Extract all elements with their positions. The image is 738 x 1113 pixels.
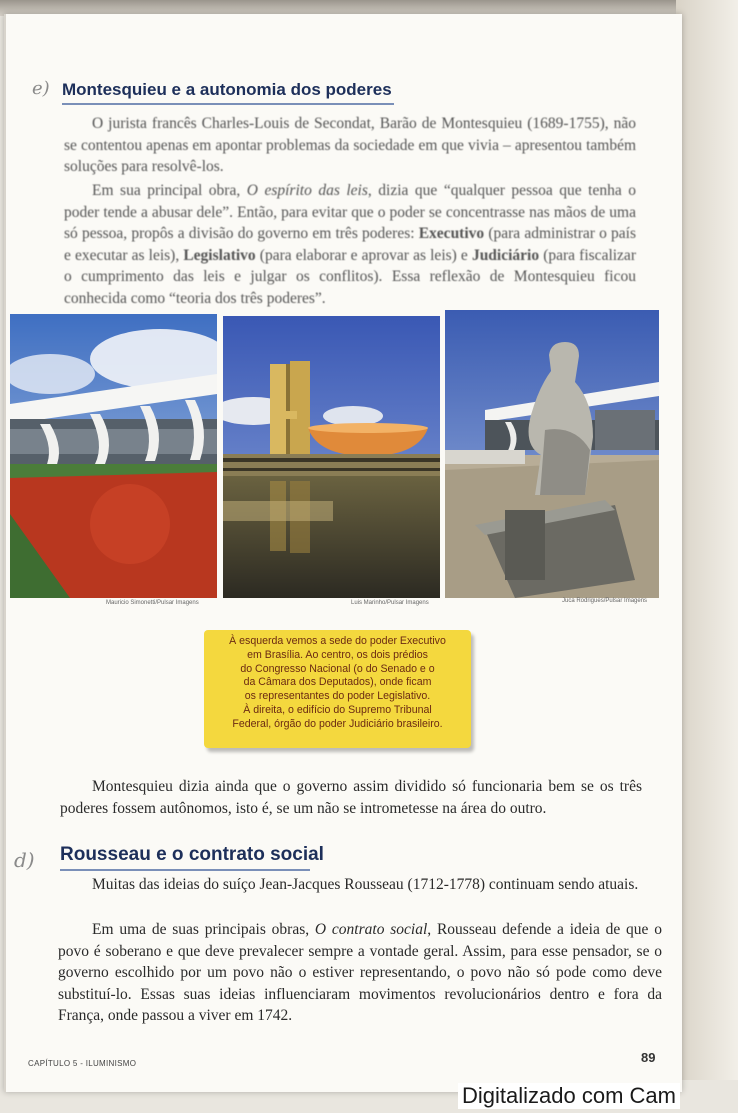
paragraph-rousseau-intro: Muitas das ideias do suíço Jean-Jacques Rousseau (1712-1778) continuam sendo atuais. bbox=[92, 876, 639, 893]
photo-credit-right: Juca Rodrigues/Pulsar Imagens bbox=[562, 598, 648, 604]
photo-credit-left: Mauricio Simonetti/Pulsar Imagens bbox=[106, 600, 199, 606]
caption-line: em Brasília. Ao centro, os dois prédios bbox=[247, 648, 428, 661]
page-edge-shadow bbox=[676, 0, 738, 1080]
photo-caption-box bbox=[204, 630, 471, 748]
title-underline bbox=[62, 103, 394, 105]
handwritten-mark-d: d) bbox=[14, 848, 35, 872]
caption-line: À direita, o edifício do Supremo Tribunal bbox=[243, 703, 432, 716]
paragraph-montesquieu-intro: O jurista francês Charles-Louis de Secondat, Barão de Montesquieu (1689-1755), não se contentou apenas em apontar problemas da sociedade em que vivia – apresentou também soluções para resolvê-los. bbox=[64, 115, 636, 175]
section-title-rousseau: Rousseau e o contrato social bbox=[60, 844, 324, 865]
paragraph-social-contract: Em uma de suas principais obras, O contrato social, Rousseau defende a ideia de que o povo é soberano e que deve prevalecer sempre a vontade geral. Assim, para esse pensador, se o governo escolhido por um povo não o estiver representando, o povo não só pode como deve substituí-lo. Essas suas ideias influenciaram movimentos revolucionários dentro e fora da França, onde passou a viver em 1742. bbox=[58, 921, 662, 1024]
scanner-watermark: Digitalizado com Cam bbox=[458, 1083, 680, 1109]
caption-line: da Câmara dos Deputados), onde ficam bbox=[243, 676, 432, 689]
paragraph-autonomy: Montesquieu dizia ainda que o governo assim dividido só funcionaria bem se os três poderes fossem autônomos, isto é, se um não se intrometesse na área do outro. bbox=[60, 778, 642, 817]
page-number: 89 bbox=[641, 1050, 656, 1065]
caption-line: os representantes do poder Legislativo. bbox=[244, 690, 431, 703]
book-page bbox=[4, 14, 682, 1092]
photo-planalto-palace bbox=[10, 314, 217, 598]
title-underline bbox=[60, 869, 310, 871]
paragraph-three-powers: Em sua principal obra, O espírito das leis, dizia que “qualquer pessoa que tenha o poder tende a abusar dele”. Então, para evitar que o poder se concentrasse nas mãos de uma só pessoa, propôs a divisão do governo em três poderes: Executivo (para administrar o país e executar as leis), Legislativo (para elaborar e aprovar as leis) e Judiciário (para fiscalizar o cumprimento das leis e julgar os conflitos). Essa reflexão de Montesquieu ficou conhecida como “teoria dos três poderes”. bbox=[64, 182, 637, 307]
photo-supreme-court-statue bbox=[445, 310, 659, 598]
caption-line: Federal, órgão do poder Judiciário brasileiro. bbox=[232, 717, 443, 730]
caption-line: À esquerda vemos a sede do poder Executivo bbox=[229, 635, 446, 647]
section-title-montesquieu: Montesquieu e a autonomia dos poderes bbox=[62, 80, 392, 99]
caption-line: do Congresso Nacional (o do Senado e o bbox=[240, 662, 435, 675]
handwritten-mark-e: e) bbox=[32, 78, 50, 99]
photo-credit-middle: Luis Marinho/Pulsar Imagens bbox=[351, 600, 429, 606]
photo-national-congress bbox=[223, 316, 440, 598]
footer-chapter: CAPÍTULO 5 - ILUMINISMO bbox=[28, 1059, 137, 1068]
